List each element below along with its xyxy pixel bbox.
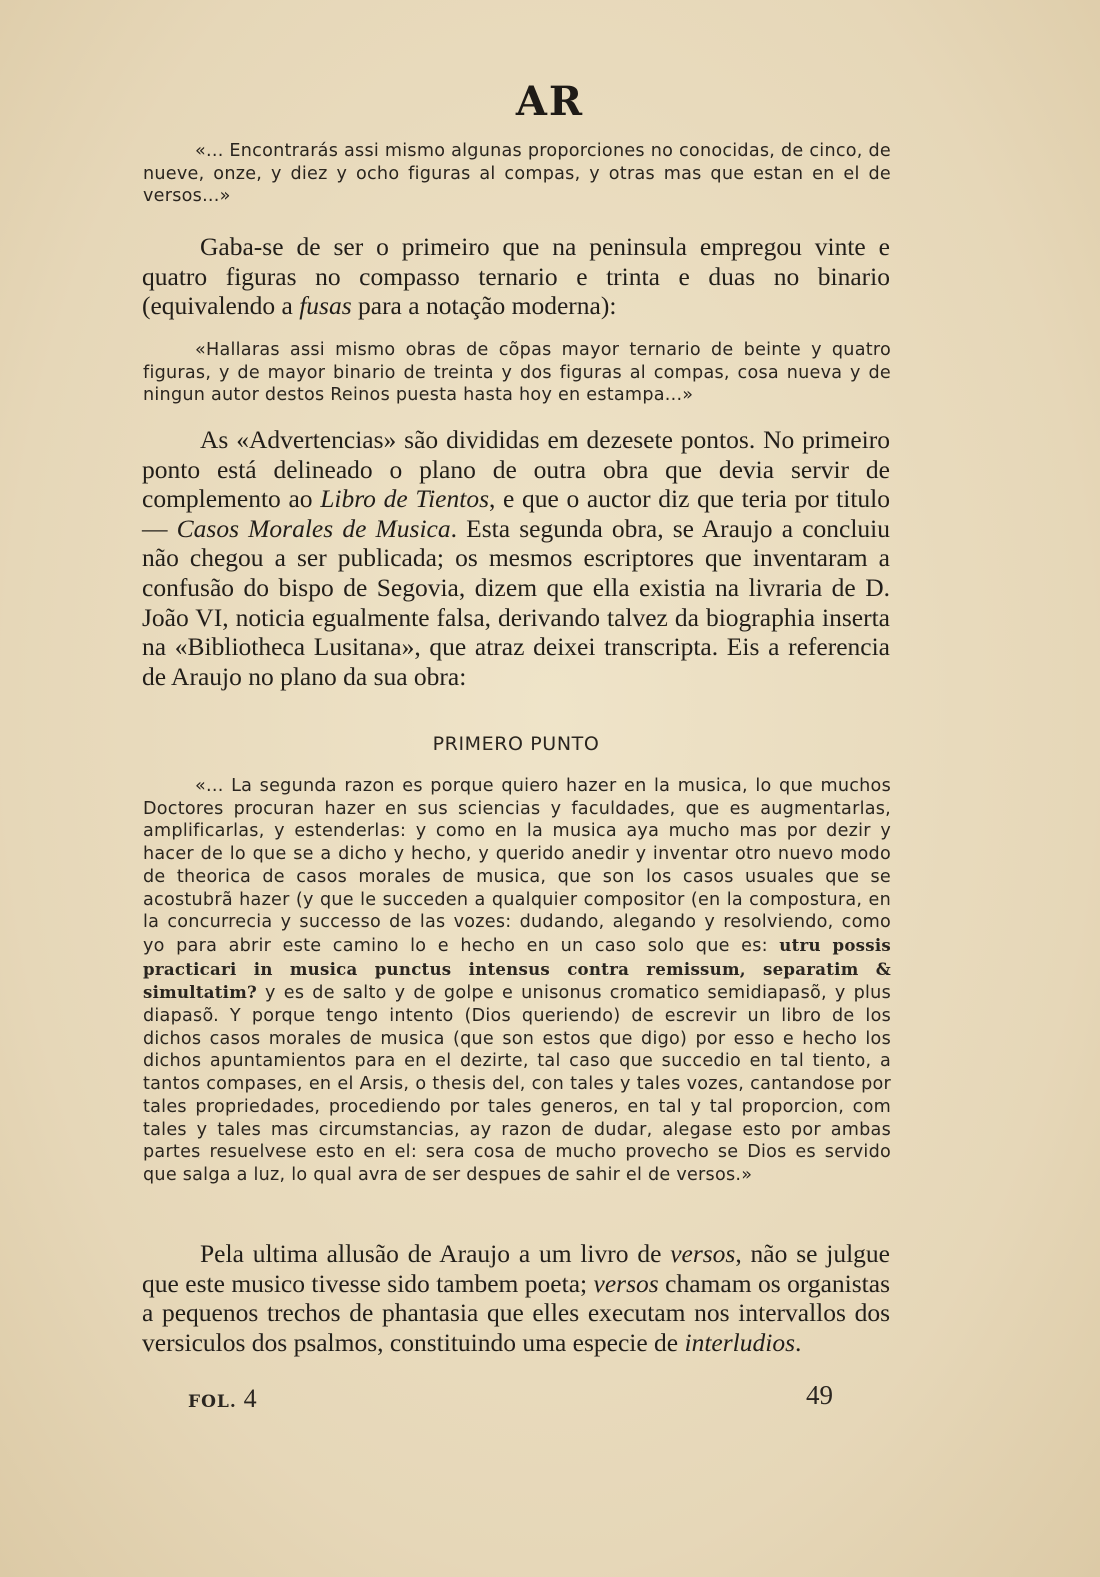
quote-block-3	[143, 775, 891, 1187]
signature-mark	[188, 1384, 258, 1414]
italic-title: Casos Morales de Musica	[176, 513, 451, 543]
paragraph-text	[142, 232, 890, 321]
running-header: AR	[515, 78, 585, 125]
text-span: . Esta segunda obra, se Araujo a concluiu não chegou a ser publicada; os mesmos escriptores que inventaram a confusão do bispo de Segovia, dizem que ella existia na livraria de D. João VI, noticia egualmente falsa, derivando talvez da biographia inserta na «Bibliotheca Lusitana», que atraz deixei transcripta. Eis a referencia de Araujo no plano da sua obra:	[142, 513, 890, 691]
text-span: , e que o auctor diz que teria por titulo —	[142, 484, 891, 543]
italic-term: interludios	[684, 1327, 796, 1357]
quote-text: «Hallaras assi mismo obras de cõpas mayor ternario de beinte y quatro figuras, y de mayor binario de treinta y dos figuras al compas, cosa nueva y de ningun autor destos Reinos puesta hasta hoy en estampa...»	[143, 340, 891, 405]
italic-term: versos	[670, 1239, 736, 1268]
paragraph-1	[142, 232, 890, 321]
latin-phrase: utru possis practicari in musica punctus intensus contra remissum, separatim & simultatim?	[143, 934, 891, 1003]
quote-text	[143, 775, 891, 1187]
text-span: Pela ultima allusão de Araujo a um livro de	[200, 1239, 671, 1268]
text-span: «... La segunda razon es porque quiero hazer en la musica, lo que muchos Doctores procuran hazer en sus sciencias y faculdades, que es augmentarlas, amplificarlas, y estenderlas: y como en la musica aya mucho mas por dezir y hacer de lo que se a dicho y hecho, y querido anedir y inventar otro nuevo modo de theorica de casos morales de musica, que son los casos usuales que se acostubrã hazer (y que le succeden a qualquier compositor (en la compostura, en la concurrecia y successo de las vozes: dudando, alegando y resolviendo, como yo para abrir este camino lo e hecho en un caso solo que es:	[143, 776, 891, 956]
quote-block-2	[143, 339, 891, 407]
signature-number: 4	[243, 1384, 258, 1413]
paragraph-3	[142, 1239, 890, 1357]
text-span: Gaba-se de ser o primeiro que na peninsula empregou vinte e quatro figuras no compasso ternario e trinta e duas no binario (equivalendo a	[142, 232, 890, 321]
text-span: .	[795, 1327, 802, 1357]
page-number: 49	[806, 1380, 833, 1410]
text-span: chamam os organistas a pequenos trechos de phantasia que elles executam nos intervallos dos versiculos dos psalmos, constituindo uma especie de	[142, 1268, 891, 1357]
quote-block-1	[143, 140, 891, 208]
signature-label: FOL.	[188, 1392, 237, 1412]
text-span: y es de salto y de golpe e unisonus cromatico semidiapasõ, y plus diapasõ. Y porque tengo intento (Dios queriendo) de escrevir un libro de los dichos casos morales de musica (que son estos que digo) por esso e hecho los dichos apuntamientos para en el dezirte, tal caso que succedio en tal tiento, a tantos compases, en el Arsis, o thesis del, con tales y tales vozes, cantandose por tales propriedades, procediendo por tales generos, en tal y tal proporcion, com tales y tales mas circumstancias, ay razon de dudar, alegase esto por ambas partes resuelvese esto en el: sera cosa de mucho provecho se Dios es servido que salga a luz, lo qual avra de ser despues de sahir el de versos.»	[143, 983, 891, 1185]
text-span: para a notação moderna):	[351, 291, 617, 321]
italic-term: fusas	[299, 291, 352, 321]
italic-title: Libro de Tientos	[320, 484, 490, 514]
section-heading: PRIMERO PUNTO	[432, 733, 600, 755]
paragraph-2	[142, 425, 890, 691]
paragraph-text	[142, 425, 890, 691]
quote-text: «... Encontrarás assi mismo algunas proporciones no conocidas, de cinco, de nueve, onze, y diez y ocho figuras al compas, y otras mas que estan en el de versos...»	[143, 141, 891, 206]
text-span: , não se julgue que este musico tivesse sido tambem poeta;	[142, 1239, 890, 1298]
text-span: As «Advertencias» são divididas em dezesete pontos. No primeiro ponto está delineado o plano de outra obra que devia servir de complemento ao	[142, 425, 890, 514]
italic-term: versos	[593, 1268, 659, 1298]
paragraph-text	[142, 1239, 890, 1357]
